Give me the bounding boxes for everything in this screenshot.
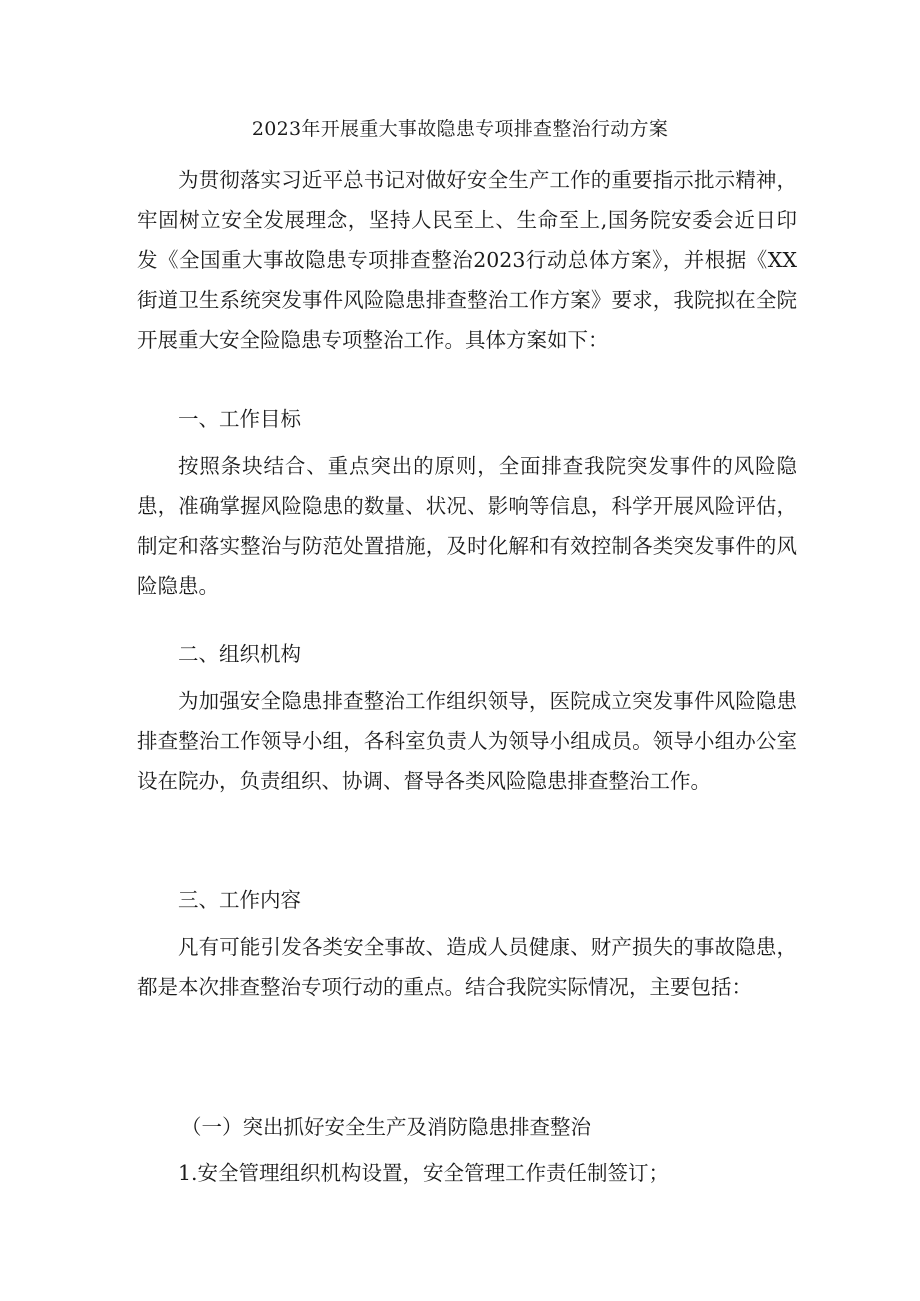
section-body-content: 凡有可能引发各类安全事故、造成人员健康、财产损失的事故隐患，都是本次排查整治专项行动的重点。结合我院实际情况，主要包括：: [137, 935, 797, 999]
section-heading-organization: 二、组织机构: [178, 642, 301, 666]
list-item: 1.安全管理组织机构设置，安全管理工作责任制签订；: [178, 1161, 670, 1185]
section-heading-goals: 一、工作目标: [178, 407, 301, 431]
section-body-goals: 按照条块结合、重点突出的原则，全面排查我院突发事件的风险隐患，准确掌握风险隐患的数量、状况、影响等信息，科学开展风险评估，制定和落实整治与防范处置措施，及时化解和有效控制各类突发事件的风险隐患。: [137, 454, 797, 598]
document-title: 2023年开展重大事故隐患专项排查整治行动方案: [251, 118, 669, 140]
section-heading-content: 三、工作内容: [178, 888, 301, 912]
section-body-organization: 为加强安全隐患排查整治工作组织领导，医院成立突发事件风险隐患排查整治工作领导小组，各科室负责人为领导小组成员。领导小组办公室设在院办，负责组织、协调、督导各类风险隐患排查整治工作。: [137, 689, 797, 793]
subsection-heading-safety: （一）突出抓好安全生产及消防隐患排查整治: [181, 1115, 591, 1139]
intro-paragraph: 为贯彻落实习近平总书记对做好安全生产工作的重要指示批示精神，牢固树立安全发展理念，坚持人民至上、生命至上,国务院安委会近日印发《全国重大事故隐患专项排查整治2023行动总体方案》，并根据《XX街道卫生系统突发事件风险隐患排查整治工作方案》要求，我院拟在全院开展重大安全险隐患专项整治工作。具体方案如下：: [137, 168, 797, 352]
